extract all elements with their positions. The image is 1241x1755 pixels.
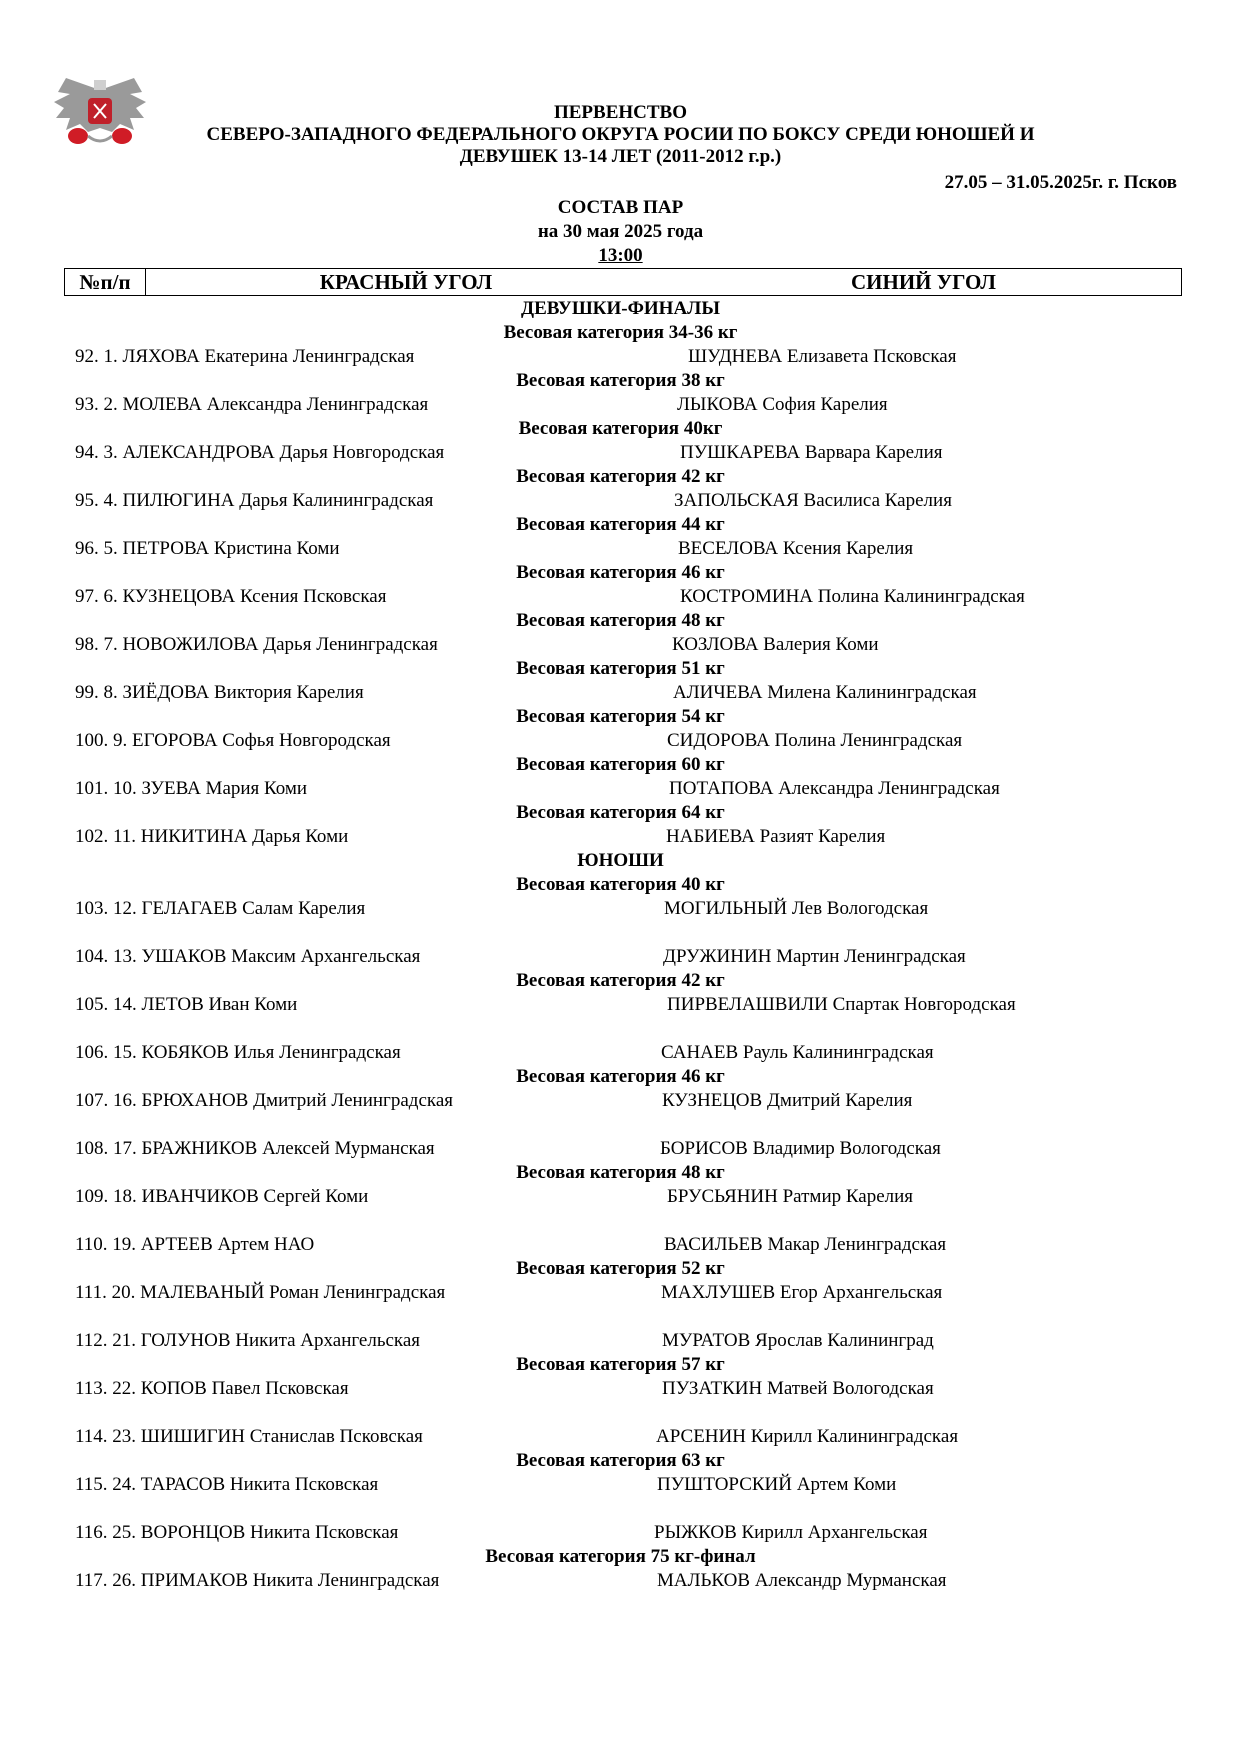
blue-corner-athlete: ПУШКАРЕВА Варвара Карелия bbox=[680, 442, 943, 463]
weight-category: Весовая категория 75 кг-финал bbox=[485, 1546, 756, 1567]
red-corner-athlete: 108. 17. БРАЖНИКОВ Алексей Мурманская bbox=[75, 1138, 435, 1159]
bout-row bbox=[0, 1521, 1241, 1545]
bout-row bbox=[0, 633, 1241, 657]
weight-category: Весовая категория 42 кг bbox=[516, 970, 725, 991]
red-corner-athlete: 96. 5. ПЕТРОВА Кристина Коми bbox=[75, 538, 340, 559]
red-corner-athlete: 98. 7. НОВОЖИЛОВА Дарья Ленинградская bbox=[75, 634, 438, 655]
bout-row bbox=[0, 945, 1241, 969]
blue-corner-athlete: НАБИЕВА Разият Карелия bbox=[666, 826, 886, 847]
section-title: ДЕВУШКИ-ФИНАЛЫ bbox=[521, 298, 720, 319]
bout-row bbox=[0, 897, 1241, 921]
red-corner-athlete: 112. 21. ГОЛУНОВ Никита Архангельская bbox=[75, 1330, 421, 1351]
blue-corner-athlete: ЗАПОЛЬСКАЯ Василиса Карелия bbox=[674, 490, 952, 511]
title-line-2: СЕВЕРО-ЗАПАДНОГО ФЕДЕРАЛЬНОГО ОКРУГА РОСИИ ПО БОКСУ СРЕДИ ЮНОШЕЙ И bbox=[206, 124, 1035, 145]
red-corner-athlete: 109. 18. ИВАНЧИКОВ Сергей Коми bbox=[75, 1186, 369, 1207]
weight-category: Весовая категория 38 кг bbox=[516, 370, 725, 391]
red-corner-athlete: 103. 12. ГЕЛАГАЕВ Салам Карелия bbox=[75, 898, 366, 919]
red-corner-athlete: 113. 22. КОПОВ Павел Псковская bbox=[75, 1378, 349, 1399]
red-corner-athlete: 92. 1. ЛЯХОВА Екатерина Ленинградская bbox=[75, 346, 415, 367]
bout-row bbox=[0, 393, 1241, 417]
blue-corner-athlete: МУРАТОВ Ярослав Калининград bbox=[662, 1330, 934, 1351]
blue-corner-athlete: МАХЛУШЕВ Егор Архангельская bbox=[661, 1282, 943, 1303]
bout-row bbox=[0, 681, 1241, 705]
bout-row bbox=[0, 441, 1241, 465]
bout-row bbox=[0, 1569, 1241, 1593]
weight-category: Весовая категория 57 кг bbox=[516, 1354, 725, 1375]
event-dates: 27.05 – 31.05.2025г. г. Псков bbox=[944, 172, 1177, 193]
red-corner-athlete: 102. 11. НИКИТИНА Дарья Коми bbox=[75, 826, 349, 847]
weight-category: Весовая категория 34-36 кг bbox=[503, 322, 738, 343]
red-corner-athlete: 93. 2. МОЛЕВА Александра Ленинградская bbox=[75, 394, 429, 415]
bout-row bbox=[0, 993, 1241, 1017]
bout-row bbox=[0, 537, 1241, 561]
bout-row bbox=[0, 1329, 1241, 1353]
bout-row bbox=[0, 1281, 1241, 1305]
blue-corner-athlete: КОСТРОМИНА Полина Калининградская bbox=[680, 586, 1025, 607]
red-corner-athlete: 110. 19. АРТЕЕВ Артем НАО bbox=[75, 1234, 315, 1255]
weight-category: Весовая категория 48 кг bbox=[516, 610, 725, 631]
weight-category: Весовая категория 48 кг bbox=[516, 1162, 725, 1183]
start-time: 13:00 bbox=[598, 245, 643, 266]
red-corner-athlete: 117. 26. ПРИМАКОВ Никита Ленинградская bbox=[75, 1570, 440, 1591]
col-blue-corner-header: СИНИЙ УГОЛ bbox=[851, 270, 996, 294]
weight-category: Весовая категория 46 кг bbox=[516, 1066, 725, 1087]
blue-corner-athlete: ВЕСЕЛОВА Ксения Карелия bbox=[678, 538, 914, 559]
blue-corner-athlete: БРУСЬЯНИН Ратмир Карелия bbox=[667, 1186, 914, 1207]
weight-category: Весовая категория 40 кг bbox=[516, 874, 725, 895]
blue-corner-athlete: АРСЕНИН Кирилл Калининградская bbox=[656, 1426, 959, 1447]
blue-corner-athlete: ПУШТОРСКИЙ Артем Коми bbox=[657, 1474, 897, 1495]
bout-row bbox=[0, 585, 1241, 609]
red-corner-athlete: 105. 14. ЛЕТОВ Иван Коми bbox=[75, 994, 298, 1015]
red-corner-athlete: 100. 9. ЕГОРОВА Софья Новгородская bbox=[75, 730, 391, 751]
red-corner-athlete: 107. 16. БРЮХАНОВ Дмитрий Ленинградская bbox=[75, 1090, 453, 1111]
weight-category: Весовая категория 52 кг bbox=[516, 1258, 725, 1279]
red-corner-athlete: 94. 3. АЛЕКСАНДРОВА Дарья Новгородская bbox=[75, 442, 445, 463]
blue-corner-athlete: САНАЕВ Рауль Калининградская bbox=[661, 1042, 934, 1063]
blue-corner-athlete: КОЗЛОВА Валерия Коми bbox=[672, 634, 879, 655]
weight-category: Весовая категория 42 кг bbox=[516, 466, 725, 487]
weight-category: Весовая категория 40кг bbox=[518, 418, 723, 439]
red-corner-athlete: 101. 10. ЗУЕВА Мария Коми bbox=[75, 778, 308, 799]
blue-corner-athlete: ПОТАПОВА Александра Ленинградская bbox=[669, 778, 1000, 799]
bout-row bbox=[0, 777, 1241, 801]
weight-category: Весовая категория 60 кг bbox=[516, 754, 725, 775]
title-line-3: ДЕВУШЕК 13-14 ЛЕТ (2011-2012 г.р.) bbox=[459, 146, 782, 167]
title-line-1: ПЕРВЕНСТВО bbox=[553, 102, 688, 123]
bout-row bbox=[0, 1137, 1241, 1161]
red-corner-athlete: 97. 6. КУЗНЕЦОВА Ксения Псковская bbox=[75, 586, 387, 607]
subtitle-date: на 30 мая 2025 года bbox=[537, 221, 704, 242]
subtitle-pairs: СОСТАВ ПАР bbox=[557, 197, 684, 218]
red-corner-athlete: 106. 15. КОБЯКОВ Илья Ленинградская bbox=[75, 1042, 401, 1063]
bout-row bbox=[0, 1473, 1241, 1497]
red-corner-athlete: 115. 24. ТАРАСОВ Никита Псковская bbox=[75, 1474, 379, 1495]
bout-row bbox=[0, 729, 1241, 753]
col-number-header: №п/п bbox=[65, 269, 146, 295]
red-corner-athlete: 104. 13. УШАКОВ Максим Архангельская bbox=[75, 946, 421, 967]
blue-corner-athlete: ПУЗАТКИН Матвей Вологодская bbox=[662, 1378, 934, 1399]
blue-corner-athlete: ШУДНЕВА Елизавета Псковская bbox=[688, 346, 957, 367]
section-title: ЮНОШИ bbox=[577, 850, 664, 871]
red-corner-athlete: 99. 8. ЗИЁДОВА Виктория Карелия bbox=[75, 682, 364, 703]
bout-row bbox=[0, 345, 1241, 369]
bout-row bbox=[0, 1089, 1241, 1113]
blue-corner-athlete: АЛИЧЕВА Милена Калининградская bbox=[673, 682, 977, 703]
weight-category: Весовая категория 63 кг bbox=[516, 1450, 725, 1471]
col-red-corner-header: КРАСНЫЙ УГОЛ bbox=[319, 270, 493, 294]
blue-corner-athlete: МОГИЛЬНЫЙ Лев Вологодская bbox=[664, 898, 929, 919]
blue-corner-athlete: ПИРВЕЛАШВИЛИ Спартак Новгородская bbox=[667, 994, 1016, 1015]
bout-row bbox=[0, 1185, 1241, 1209]
weight-category: Весовая категория 64 кг bbox=[516, 802, 725, 823]
weight-category: Весовая категория 54 кг bbox=[516, 706, 725, 727]
corners-header-table bbox=[64, 268, 1182, 296]
red-corner-athlete: 116. 25. ВОРОНЦОВ Никита Псковская bbox=[75, 1522, 399, 1543]
blue-corner-athlete: КУЗНЕЦОВ Дмитрий Карелия bbox=[662, 1090, 913, 1111]
bout-row bbox=[0, 1233, 1241, 1257]
blue-corner-athlete: МАЛЬКОВ Александр Мурманская bbox=[657, 1570, 947, 1591]
bout-row bbox=[0, 1041, 1241, 1065]
weight-category: Весовая категория 51 кг bbox=[516, 658, 725, 679]
blue-corner-athlete: РЫЖКОВ Кирилл Архангельская bbox=[654, 1522, 928, 1543]
weight-category: Весовая категория 46 кг bbox=[516, 562, 725, 583]
blue-corner-athlete: ДРУЖИНИН Мартин Ленинградская bbox=[663, 946, 966, 967]
blue-corner-athlete: ВАСИЛЬЕВ Макар Ленинградская bbox=[664, 1234, 947, 1255]
blue-corner-athlete: ЛЫКОВА София Карелия bbox=[677, 394, 888, 415]
bout-row bbox=[0, 489, 1241, 513]
bout-row bbox=[0, 1425, 1241, 1449]
red-corner-athlete: 95. 4. ПИЛЮГИНА Дарья Калининградская bbox=[75, 490, 434, 511]
blue-corner-athlete: БОРИСОВ Владимир Вологодская bbox=[660, 1138, 941, 1159]
bout-row bbox=[0, 825, 1241, 849]
red-corner-athlete: 114. 23. ШИШИГИН Станислав Псковская bbox=[75, 1426, 423, 1447]
red-corner-athlete: 111. 20. МАЛЕВАНЫЙ Роман Ленинградская bbox=[75, 1282, 446, 1303]
bout-row bbox=[0, 1377, 1241, 1401]
weight-category: Весовая категория 44 кг bbox=[516, 514, 725, 535]
blue-corner-athlete: СИДОРОВА Полина Ленинградская bbox=[667, 730, 963, 751]
